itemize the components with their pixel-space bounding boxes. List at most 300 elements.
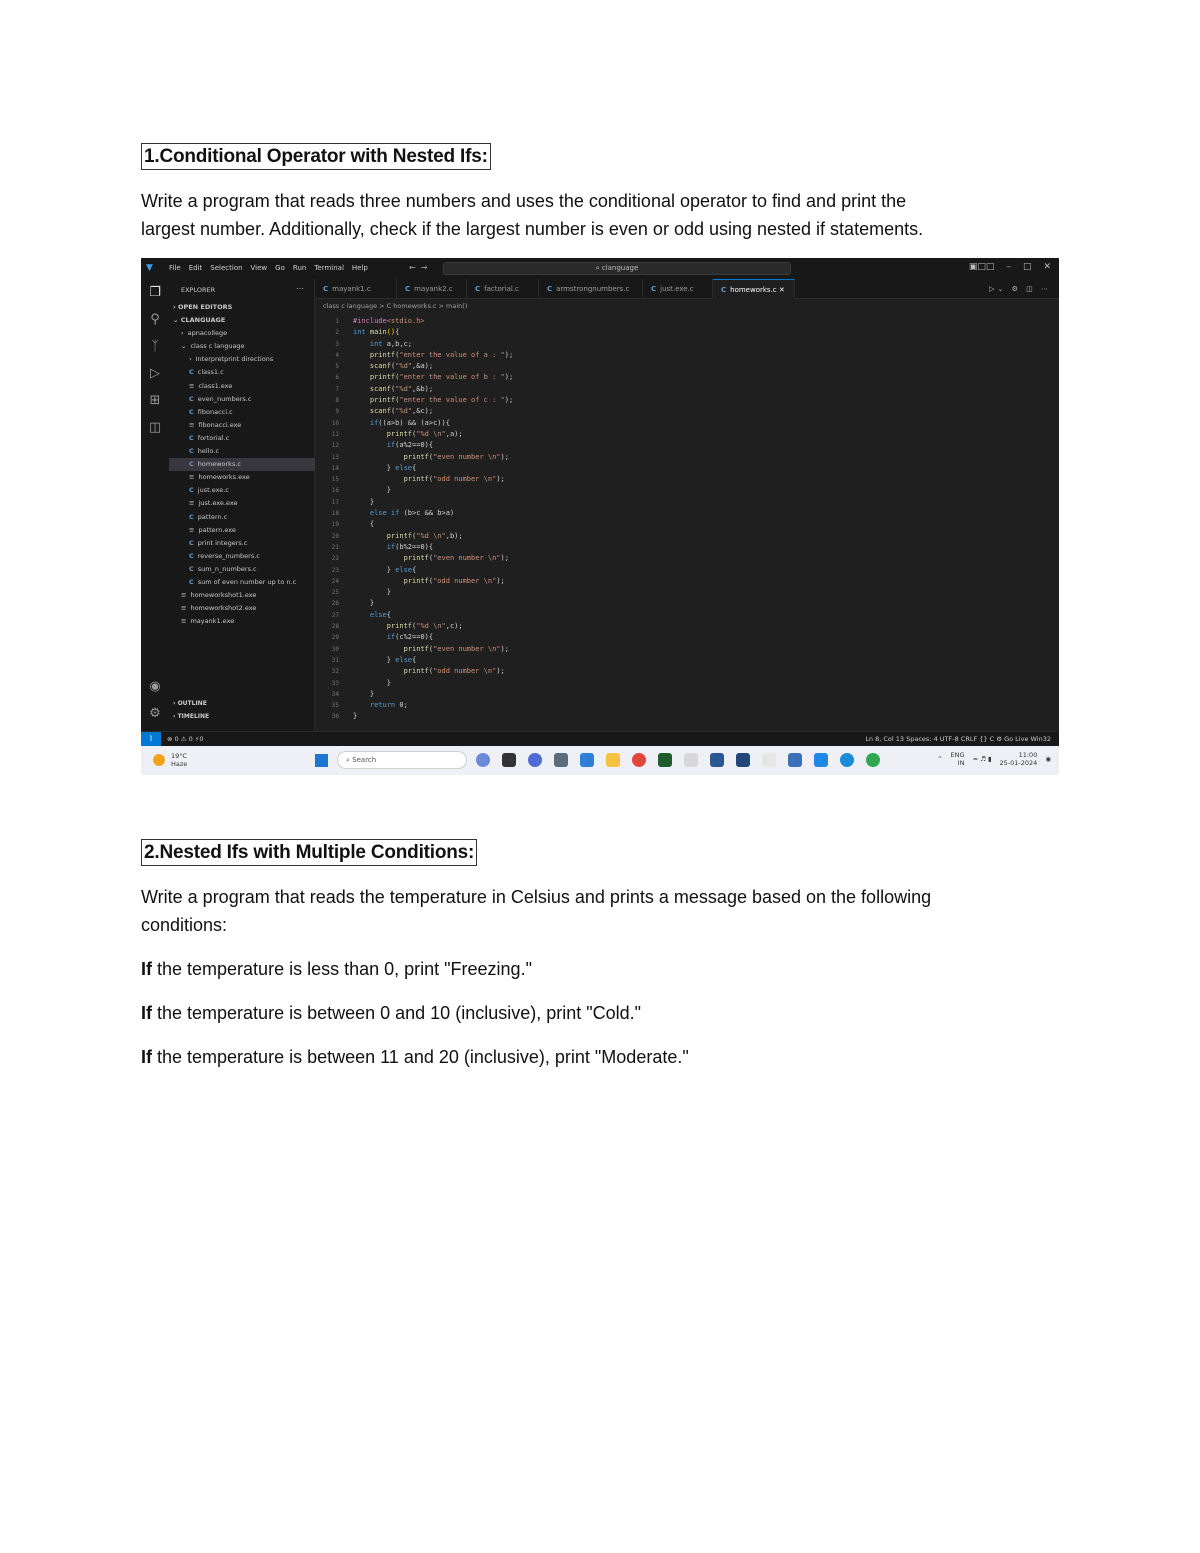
tree-item-label: Interpretprint directions — [195, 355, 274, 364]
code-token: ,&c); — [412, 407, 434, 416]
status-bar — [141, 731, 1059, 746]
tray-time: 11:00 — [1018, 751, 1038, 759]
tree-item-label: fibonacci.c — [197, 407, 233, 416]
copilot-icon[interactable] — [476, 753, 490, 767]
menu-item-run[interactable]: Run — [292, 264, 307, 272]
c-file-icon: C — [189, 564, 194, 573]
tree-item[interactable] — [169, 458, 315, 471]
line-number: 25 — [331, 589, 339, 597]
c-file-icon: C — [189, 433, 194, 442]
code-token: ); — [504, 396, 514, 405]
explorer-icon[interactable]: ❐ — [149, 285, 161, 300]
code-token: if — [369, 418, 379, 427]
code-token: ( — [390, 362, 396, 371]
remote-indicator-icon[interactable]: ⌇ — [141, 732, 161, 747]
workspace-label: CLANGUAGE — [180, 316, 226, 325]
tree-item[interactable] — [169, 615, 315, 628]
vscode-screenshot — [141, 258, 1059, 775]
timeline-label: TIMELINE — [177, 713, 210, 720]
tree-item[interactable] — [169, 380, 315, 393]
tab-label: homeworks.c — [730, 286, 777, 294]
code-token — [353, 645, 404, 653]
code-token: () — [386, 328, 396, 337]
vscode-logo-icon: ▼ — [146, 263, 153, 273]
tree-item-label: fibonacci.exe — [198, 420, 242, 429]
code-line — [353, 508, 513, 519]
code-token: return — [369, 701, 400, 710]
tree-item[interactable] — [169, 537, 315, 550]
line-number: 32 — [331, 668, 339, 676]
code-token: ); — [500, 452, 509, 461]
code-token: else — [395, 463, 413, 472]
file-tree — [169, 301, 315, 628]
code-line — [353, 689, 513, 700]
tree-item-label: print integers.c — [197, 538, 248, 547]
code-line — [353, 406, 513, 417]
minimize-icon[interactable]: – — [1006, 262, 1011, 272]
maximize-icon[interactable]: □ — [1022, 262, 1032, 272]
outline-label: OUTLINE — [177, 700, 207, 707]
app-icon[interactable] — [554, 753, 568, 767]
tree-item[interactable] — [169, 497, 315, 510]
code-line — [353, 531, 513, 542]
code-token — [353, 566, 387, 574]
code-token: } — [386, 486, 391, 495]
notepad-icon[interactable] — [762, 753, 776, 767]
exe-file-icon: ≡ — [181, 604, 187, 613]
line-number: 16 — [331, 487, 339, 495]
code-token: scanf — [369, 407, 391, 416]
weather-widget[interactable] — [153, 752, 187, 768]
code-token: if — [386, 633, 396, 642]
line-number: 23 — [331, 566, 339, 574]
c-file-icon: C — [189, 577, 194, 586]
code-line — [353, 339, 513, 350]
code-token — [353, 622, 387, 630]
code-token: int — [369, 339, 387, 348]
line-number: 10 — [331, 419, 339, 427]
code-token: } — [386, 655, 396, 664]
tree-item-label: homeworks.c — [197, 460, 241, 469]
editor-tab[interactable] — [467, 279, 539, 299]
exe-file-icon: ≡ — [189, 499, 195, 508]
menu-item-terminal[interactable]: Terminal — [314, 264, 344, 272]
code-line — [353, 463, 513, 474]
if-keyword: If — [141, 959, 152, 979]
network-volume-battery-icon[interactable]: ≈ ♬ ▮ — [972, 755, 992, 763]
line-number: 14 — [331, 464, 339, 472]
condition-cold — [141, 999, 1041, 1027]
taskbar-apps — [476, 753, 880, 767]
editor-tab[interactable] — [713, 279, 795, 299]
line-number: 22 — [331, 555, 339, 563]
nav-arrows-icon[interactable]: ←→ — [409, 263, 433, 272]
command-search[interactable]: ⌕ clanguage — [443, 262, 791, 275]
code-token: } — [353, 712, 358, 721]
code-token: if — [386, 542, 396, 551]
code-token: int — [353, 328, 370, 337]
line-number: 2 — [335, 329, 339, 337]
line-number: 9 — [335, 408, 339, 416]
section2-body-line2: conditions: — [141, 915, 228, 935]
line-number: 27 — [331, 611, 339, 619]
language-indicator[interactable] — [951, 751, 965, 767]
chat-icon[interactable] — [528, 753, 542, 767]
c-file-icon: C — [189, 486, 194, 495]
code-token: ( — [428, 452, 434, 461]
code-token — [353, 532, 387, 540]
open-editors-label: OPEN EDITORS — [177, 303, 233, 311]
c-file-icon: C — [405, 285, 411, 293]
editor-tab[interactable] — [397, 279, 467, 299]
code-token: if — [386, 441, 396, 450]
menu-item-go[interactable]: Go — [275, 264, 285, 272]
code-token: ( — [412, 622, 417, 631]
code-token — [353, 701, 370, 709]
c-file-icon: C — [189, 407, 194, 416]
tree-item[interactable] — [169, 550, 315, 563]
weather-temp: 19°C — [171, 752, 188, 760]
code-token: printf — [386, 429, 413, 438]
tree-item[interactable] — [169, 366, 315, 379]
code-token — [353, 385, 370, 393]
app3-icon[interactable] — [788, 753, 802, 767]
windows-start-icon[interactable] — [315, 754, 328, 767]
photo-app-icon[interactable] — [736, 753, 750, 767]
tree-item[interactable] — [169, 393, 315, 406]
line-number: 1 — [335, 318, 339, 325]
tray-chevron-icon[interactable]: ⌃ — [937, 755, 943, 763]
condition-text: the temperature is between 11 and 20 (inclusive), print "Moderate." — [152, 1047, 689, 1067]
code-token — [353, 633, 387, 641]
tree-item-label: hello.c — [197, 447, 220, 456]
code-line — [353, 553, 513, 564]
code-token — [353, 520, 370, 528]
tree-item[interactable] — [169, 602, 315, 615]
tree-item[interactable] — [169, 511, 315, 524]
app4-icon[interactable] — [866, 753, 880, 767]
vscode-taskbar-icon[interactable] — [814, 753, 828, 767]
code-token: } — [369, 689, 375, 698]
tree-item[interactable] — [169, 563, 315, 576]
code-line — [353, 497, 513, 508]
line-number: 12 — [331, 442, 339, 450]
code-line — [353, 372, 513, 383]
exe-file-icon: ≡ — [181, 617, 187, 626]
tree-item[interactable] — [169, 406, 315, 419]
code-token: printf — [369, 396, 396, 405]
exe-file-icon: ≡ — [189, 420, 195, 429]
menu-item-view[interactable]: View — [250, 264, 268, 272]
code-token: ( — [428, 644, 434, 653]
terminal-app-icon[interactable] — [658, 753, 672, 767]
tray-date: 25-01-2024 — [999, 759, 1038, 767]
weather-desc: Haze — [171, 760, 188, 768]
code-token: scanf — [369, 362, 391, 371]
weather-sun-icon — [153, 754, 165, 766]
line-number: 13 — [331, 453, 339, 461]
c-file-icon: C — [475, 285, 481, 293]
code-token — [353, 453, 404, 461]
tree-item-label: homeworkshot2.exe — [190, 604, 257, 613]
tree-item-label: sum of even number up to n.c — [197, 577, 297, 586]
exe-file-icon: ≡ — [181, 591, 187, 600]
menu-item-edit[interactable]: Edit — [188, 264, 203, 272]
explorer-sidebar — [169, 279, 315, 731]
tab-label: mayank1.c — [332, 285, 371, 293]
c-file-icon: C — [651, 285, 657, 293]
status-problems[interactable]: ⊗ 0 ⚠ 0 ⚡0 — [167, 735, 204, 743]
tree-item[interactable] — [169, 353, 315, 366]
open-editors-section[interactable]: › OPEN EDITORS — [173, 303, 233, 311]
code-token: ,&a); — [412, 362, 434, 371]
tree-item-label: just.exe.exe — [198, 499, 238, 508]
code-token: ); — [496, 475, 505, 484]
code-token — [353, 419, 370, 427]
editor-actions-icon[interactable]: ▷⌄ ⚙ ◫ ⋯ — [989, 285, 1051, 293]
code-token: ( — [390, 384, 396, 393]
code-token: ( — [412, 531, 417, 540]
code-token: "%d \n" — [416, 531, 446, 540]
code-token: ( — [428, 475, 434, 484]
file-explorer-icon[interactable] — [606, 753, 620, 767]
window-controls — [969, 262, 1051, 272]
account-icon[interactable]: ◉ — [149, 679, 161, 694]
line-number: 21 — [331, 543, 339, 551]
code-token: } — [386, 565, 396, 574]
code-token: scanf — [369, 384, 391, 393]
code-token: { — [386, 610, 391, 619]
code-token: ((a>b) && (a>c)){ — [378, 418, 450, 427]
tree-item-label: pattern.c — [197, 512, 228, 521]
tree-item-label: class1.c — [197, 368, 224, 377]
code-line — [353, 327, 513, 338]
tree-item-label: class1.exe — [198, 381, 233, 390]
tree-item-label: class c language — [190, 342, 245, 351]
chevron-right-icon: › — [189, 355, 192, 364]
section1-heading: 1.Conditional Operator with Nested Ifs: — [141, 143, 491, 170]
code-token — [353, 690, 370, 698]
c-file-icon: C — [547, 285, 553, 293]
chevron-down-icon: ⌄ — [181, 342, 187, 351]
chrome-icon[interactable] — [632, 753, 646, 767]
code-token — [353, 351, 370, 359]
run-debug-icon[interactable]: ▷ — [150, 366, 160, 381]
extensions-icon[interactable]: ⊞ — [149, 393, 161, 408]
tree-item[interactable] — [169, 576, 315, 589]
tab-close-icon[interactable]: ✕ — [776, 286, 785, 294]
code-token: { — [412, 655, 417, 664]
code-content[interactable] — [353, 316, 513, 723]
tab-label: mayank2.c — [414, 285, 453, 293]
menu-item-file[interactable]: File — [169, 264, 181, 272]
document-app-icon[interactable] — [684, 753, 698, 767]
source-control-icon[interactable]: ᛉ — [151, 339, 159, 354]
tree-item[interactable] — [169, 340, 315, 353]
line-number: 26 — [331, 600, 339, 608]
tree-item[interactable] — [169, 419, 315, 432]
edge-icon[interactable] — [840, 753, 854, 767]
code-token — [353, 430, 387, 438]
code-token: "%d" — [395, 407, 413, 416]
code-token: else — [395, 565, 413, 574]
code-token — [353, 498, 370, 506]
code-token — [353, 441, 387, 449]
line-number: 30 — [331, 645, 339, 653]
line-number: 11 — [331, 430, 339, 438]
tree-item[interactable] — [169, 432, 315, 445]
tree-item[interactable] — [169, 445, 315, 458]
line-number: 5 — [335, 363, 339, 371]
condition-freezing — [141, 955, 1041, 983]
explorer-header: EXPLORER — [181, 286, 216, 294]
c-file-icon: C — [323, 285, 329, 293]
timeline-section[interactable]: › TIMELINE — [173, 713, 210, 720]
code-line — [353, 678, 513, 689]
settings-gear-icon[interactable]: ⚙ — [149, 706, 161, 721]
code-token: <stdio.h> — [386, 317, 425, 325]
code-token: ( — [395, 373, 400, 382]
tree-item[interactable] — [169, 471, 315, 484]
code-line — [353, 632, 513, 643]
condition-moderate — [141, 1043, 1041, 1071]
code-token — [353, 340, 370, 348]
code-token — [353, 396, 370, 404]
editor-tab[interactable] — [539, 279, 643, 299]
line-number: 17 — [331, 498, 339, 506]
line-number: 18 — [331, 510, 339, 518]
code-token — [353, 588, 387, 596]
code-token — [353, 362, 370, 370]
line-numbers — [315, 316, 339, 723]
menu-item-selection[interactable]: Selection — [210, 264, 243, 272]
c-file-icon: C — [189, 512, 194, 521]
tree-item[interactable] — [169, 589, 315, 602]
menu-bar — [169, 264, 368, 272]
taskbar-search-text: Search — [352, 756, 377, 764]
status-info[interactable]: Ln 8, Col 13 Spaces: 4 UTF-8 CRLF {} C ⚙ Go Live Win32 — [865, 735, 1051, 743]
code-editor[interactable] — [315, 312, 1051, 731]
line-number: 34 — [331, 690, 339, 698]
code-token — [353, 599, 370, 607]
code-token: ,c); — [445, 622, 463, 631]
code-token: ); — [500, 644, 509, 653]
menu-item-help[interactable]: Help — [351, 264, 368, 272]
code-token: printf — [403, 644, 429, 653]
line-number: 19 — [331, 521, 339, 529]
tree-item-label: even_numbers.c — [197, 394, 252, 403]
layout-icon[interactable]: ▣□□ — [968, 262, 995, 272]
line-number: 4 — [335, 351, 339, 359]
task-view-icon[interactable] — [502, 753, 516, 767]
code-token — [353, 543, 387, 551]
tree-item[interactable] — [169, 484, 315, 497]
editor-tabs — [315, 279, 1059, 299]
code-token — [353, 407, 370, 415]
tree-item-label: fortorial.c — [197, 433, 230, 442]
tab-label: just.exe.c — [660, 285, 694, 293]
section2-heading: 2.Nested Ifs with Multiple Conditions: — [141, 839, 477, 866]
search-icon[interactable]: ⚲ — [150, 312, 160, 327]
command-search-text: clanguage — [601, 264, 639, 272]
line-number: 36 — [331, 713, 339, 721]
notification-bell-icon[interactable]: ◉ — [1045, 755, 1051, 763]
code-line — [353, 542, 513, 553]
code-token: ( — [412, 429, 417, 438]
c-file-icon: C — [189, 551, 194, 560]
clock[interactable] — [1000, 751, 1038, 767]
system-tray — [937, 751, 1051, 767]
code-token: ( — [428, 667, 434, 676]
remote-explorer-icon[interactable]: ◫ — [148, 420, 162, 435]
code-token: ( — [390, 407, 396, 416]
tray-lang1: ENG — [950, 751, 965, 759]
code-line — [353, 711, 513, 722]
code-token: 0; — [399, 701, 408, 710]
code-token: { — [395, 328, 400, 337]
code-token: main — [369, 328, 387, 337]
more-actions-icon[interactable]: ⋯ — [296, 284, 304, 293]
code-token: "even number \n" — [433, 644, 501, 653]
code-token: ); — [504, 373, 514, 382]
c-file-icon: C — [189, 368, 194, 377]
code-token: printf — [403, 475, 429, 484]
code-token: #include — [353, 317, 387, 325]
exe-file-icon: ≡ — [189, 473, 195, 482]
mail-icon[interactable] — [580, 753, 594, 767]
code-token: "%d \n" — [416, 622, 446, 631]
line-number: 24 — [331, 577, 339, 585]
code-token: printf — [386, 622, 413, 631]
code-token: "%d \n" — [416, 429, 446, 438]
code-token — [353, 486, 387, 494]
editor-tab[interactable] — [315, 279, 397, 299]
code-line — [353, 316, 513, 327]
code-token: ); — [496, 576, 505, 585]
line-number: 31 — [331, 656, 339, 664]
code-token: "odd number \n" — [433, 576, 497, 585]
code-line — [353, 700, 513, 711]
code-token: } — [369, 497, 375, 506]
code-line — [353, 519, 513, 530]
c-file-icon: C — [189, 460, 194, 469]
code-token — [353, 656, 387, 664]
tree-item[interactable] — [169, 327, 315, 340]
code-token: "%d" — [395, 384, 413, 393]
c-file-icon: C — [189, 447, 194, 456]
code-token: } — [386, 463, 396, 472]
code-line — [353, 621, 513, 632]
taskbar-search[interactable]: ⌕ Search — [337, 751, 467, 769]
code-token: (b>c && b>a) — [403, 509, 455, 518]
workspace-section[interactable]: ⌄ CLANGUAGE — [173, 316, 226, 325]
code-token — [353, 577, 404, 585]
code-token — [353, 554, 404, 562]
app2-icon[interactable] — [710, 753, 724, 767]
code-token: ( — [428, 554, 434, 563]
close-icon[interactable]: ✕ — [1043, 262, 1051, 272]
tree-item[interactable] — [169, 524, 315, 537]
code-token: } — [386, 588, 391, 597]
chevron-right-icon: › — [181, 329, 184, 338]
code-line — [353, 587, 513, 598]
c-file-icon: C — [189, 394, 194, 403]
line-number: 15 — [331, 476, 339, 484]
outline-section[interactable]: › OUTLINE — [173, 700, 207, 707]
editor-tab[interactable] — [643, 279, 713, 299]
code-token: else — [369, 610, 387, 619]
code-token: printf — [403, 554, 429, 563]
